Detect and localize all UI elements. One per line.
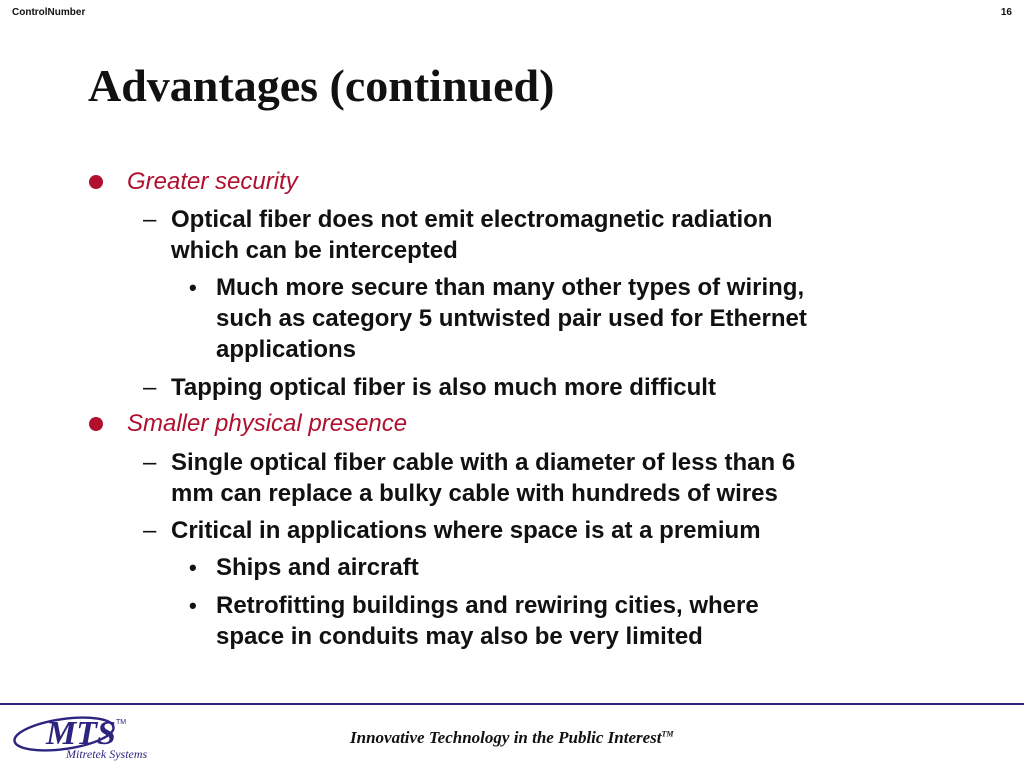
subbullet-line: Critical in applications where space is at a premium: [171, 517, 761, 544]
subbullet-line: which can be intercepted: [171, 237, 458, 264]
logo-text: MTS: [46, 715, 116, 752]
bullet-greater-security: Greater security: [127, 168, 298, 195]
small-bullet-icon: •: [189, 275, 197, 300]
bullet-dot-icon: [89, 175, 103, 189]
subsubbullet-line: applications: [216, 336, 357, 363]
dash-icon: –: [143, 374, 157, 401]
bullet-smaller-physical-presence: Smaller physical presence: [127, 410, 408, 437]
subsubbullet-line: such as category 5 untwisted pair used for Ethernet: [216, 305, 807, 332]
footer-tagline: [350, 728, 674, 748]
subsubbullet-line: Much more secure than many other types of wiring,: [216, 274, 805, 301]
subbullet-line: Optical fiber does not emit electromagnetic radiation: [171, 206, 773, 233]
dash-icon: –: [143, 517, 157, 544]
dash-icon: –: [143, 449, 157, 476]
dash-icon: –: [143, 206, 157, 233]
logo-subtext: Mitretek Systems: [66, 747, 148, 761]
control-number: ControlNumber: [12, 7, 86, 18]
slide-title: Advantages (continued): [88, 60, 555, 111]
logo-trademark: TM: [116, 719, 127, 726]
subbullet-line: mm can replace a bulky cable with hundreds of wires: [171, 480, 778, 507]
tagline-text: Innovative Technology in the Public Interest: [350, 728, 662, 747]
footer-divider: [0, 703, 1024, 705]
small-bullet-icon: •: [189, 593, 197, 618]
subsubbullet-line: Retrofitting buildings and rewiring cities, where: [216, 592, 759, 619]
small-bullet-icon: •: [189, 555, 197, 580]
mts-logo: [8, 708, 178, 764]
bullet-dot-icon: [89, 417, 103, 431]
subbullet-line: Single optical fiber cable with a diameter of less than 6: [171, 449, 796, 476]
subsubbullet-line: Ships and aircraft: [216, 554, 419, 581]
subbullet-line: Tapping optical fiber is also much more difficult: [171, 374, 716, 401]
page-number: 16: [1000, 7, 1012, 18]
tagline-trademark: TM: [661, 729, 674, 739]
subsubbullet-line: space in conduits may also be very limited: [216, 623, 703, 650]
